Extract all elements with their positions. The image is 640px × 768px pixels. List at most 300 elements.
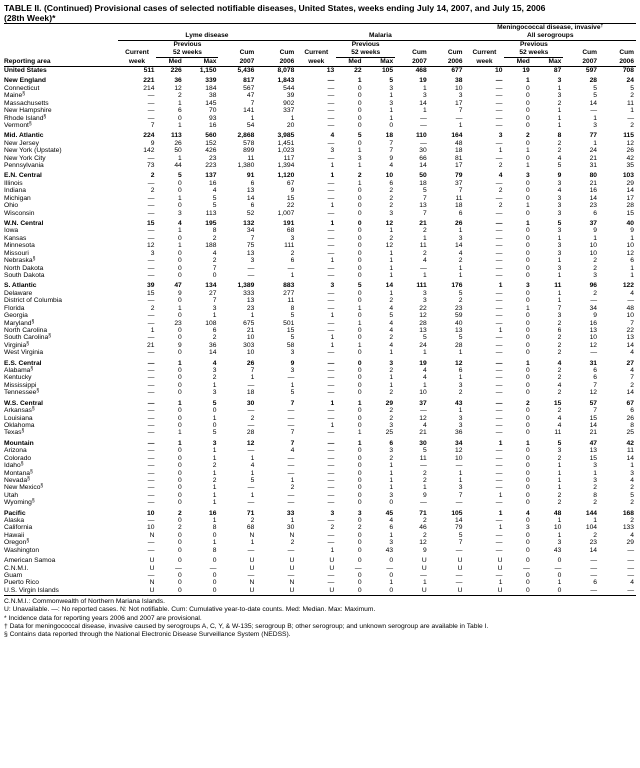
footnote-marker: § [48, 333, 52, 340]
value-cell: 0 [357, 484, 362, 492]
value-cell: 47 [589, 439, 598, 447]
value-cell: 12 [589, 389, 598, 397]
value-cell: 73 [146, 162, 155, 170]
value-cell: 67 [286, 179, 295, 187]
value-cell: 3 [290, 349, 295, 357]
value-cell: 1 [330, 172, 335, 180]
reporting-area-cell [4, 100, 118, 107]
value-cell: 1 [458, 264, 463, 272]
value-cell: 0 [212, 421, 217, 429]
value-cell: 11 [627, 99, 634, 107]
value-cell: 501 [283, 319, 295, 327]
value-cell: 5 [423, 447, 427, 455]
value-cell: 1 [557, 462, 562, 470]
value-cell: 4 [212, 249, 217, 257]
value-cell: 7 [389, 139, 394, 147]
value-cell: 2 [290, 484, 295, 492]
value-cell: 2 [630, 121, 634, 129]
value-cell: 5 [423, 187, 427, 195]
value-cell: 0 [389, 572, 394, 579]
reporting-area-cell [4, 195, 118, 202]
disease-table [4, 23, 636, 594]
value-cell: — [287, 499, 295, 507]
value-cell: 6 [250, 202, 255, 210]
value-cell: 4 [557, 381, 562, 389]
value-cell: 1 [423, 381, 427, 389]
value-cell: 1 [557, 297, 562, 305]
value-cell: — [147, 469, 155, 477]
value-cell: — [327, 77, 335, 85]
value-cell: — [495, 319, 503, 327]
value-cell: 2 [557, 319, 562, 327]
footnote-marker: § [22, 91, 25, 98]
value-cell: 14 [589, 421, 598, 429]
value-cell: 10 [589, 334, 598, 342]
hdr-52weeks-mening: 52 weeks [504, 49, 563, 58]
value-cell: — [287, 469, 295, 477]
value-cell: — [495, 399, 503, 407]
value-cell: 0 [178, 414, 182, 422]
value-cell: 47 [174, 282, 182, 290]
reporting-area-label: Wyoming [4, 499, 32, 507]
value-cell: 18 [455, 202, 463, 210]
reporting-area-cell [4, 162, 118, 169]
value-cell: 9 [557, 172, 562, 180]
value-cell: 38 [455, 77, 463, 85]
value-cell: — [147, 264, 155, 272]
value-cell: 1,843 [277, 77, 295, 85]
value-cell: 12 [385, 242, 394, 250]
value-cell: 13 [326, 67, 335, 74]
value-cell: 6 [250, 179, 255, 187]
value-cell: 6 [389, 439, 394, 447]
value-cell: 14 [385, 282, 394, 290]
value-cell: 3 [593, 462, 598, 470]
value-cell: 5 [557, 220, 562, 228]
value-cell: 1 [526, 439, 530, 447]
value-cell: 44 [174, 162, 182, 170]
table-row [4, 320, 636, 327]
value-cell: 0 [389, 499, 394, 507]
value-cell: — [327, 114, 335, 122]
reporting-area-label: District of Columbia [4, 297, 62, 305]
hdr-previous-lyme: Previous [173, 41, 202, 48]
value-cell: 0 [357, 374, 362, 382]
value-cell: U [289, 564, 295, 572]
group-malaria: Malaria [296, 24, 464, 41]
value-cell: 5 [357, 132, 362, 140]
value-cell: 42 [626, 154, 634, 162]
value-cell: 1 [250, 491, 255, 499]
reporting-area-cell [4, 265, 118, 272]
reporting-area-label: North Dakota [4, 264, 44, 272]
value-cell: 16 [589, 319, 598, 327]
value-cell: 1 [357, 162, 362, 170]
value-cell: 3 [526, 524, 530, 532]
reporting-area-cell [4, 107, 118, 114]
value-cell: 2 [498, 187, 503, 195]
value-cell: 1 [526, 77, 530, 85]
value-cell: 0 [357, 539, 362, 547]
value-cell: — [247, 421, 255, 429]
value-cell: — [495, 341, 503, 349]
value-cell: — [495, 84, 503, 92]
value-cell: 50 [419, 172, 427, 180]
value-cell: 16 [589, 187, 598, 195]
value-cell: — [327, 499, 335, 507]
value-cell: 2 [389, 389, 394, 397]
value-cell: 0 [357, 389, 362, 397]
value-cell: 1 [593, 469, 598, 477]
value-cell: U [421, 557, 427, 565]
value-cell: 0 [178, 271, 182, 279]
value-cell: 1 [178, 429, 182, 437]
value-cell: 1 [330, 341, 335, 349]
value-cell: 2 [557, 334, 562, 342]
value-cell: 12 [419, 539, 427, 547]
value-cell: 14 [589, 546, 598, 554]
value-cell: 30 [286, 524, 295, 532]
table-row [4, 334, 636, 341]
value-cell: 13 [455, 326, 463, 334]
value-cell: 0 [357, 234, 362, 242]
reporting-area-cell [4, 499, 118, 506]
value-cell: — [495, 154, 503, 162]
table-row [4, 579, 636, 586]
value-cell: 0 [357, 92, 362, 100]
reporting-area-cell [4, 242, 118, 249]
table-row [4, 272, 636, 279]
value-cell: 0 [526, 572, 530, 579]
value-cell: 16 [209, 121, 217, 129]
value-cell: — [495, 264, 503, 272]
value-cell: 1,150 [199, 67, 217, 74]
value-cell: 17 [455, 99, 463, 107]
value-cell: 3 [290, 234, 295, 242]
table-row [4, 447, 636, 454]
value-cell: 0 [526, 319, 530, 327]
value-cell: 1 [330, 257, 335, 265]
table-row [4, 210, 636, 217]
value-cell: 1 [557, 289, 562, 297]
value-cell: 23 [455, 304, 463, 312]
value-cell: 5 [557, 162, 562, 170]
reporting-area-label: Rhode Island [4, 114, 44, 122]
reporting-area-cell [4, 407, 118, 414]
value-cell: — [327, 209, 335, 217]
value-cell: 6 [178, 107, 182, 115]
table-row [4, 342, 636, 349]
reporting-area-cell [4, 415, 118, 422]
value-cell: — [147, 334, 155, 342]
value-cell: 113 [205, 209, 217, 217]
value-cell: 1 [357, 319, 362, 327]
value-cell: 1 [526, 220, 530, 228]
value-cell: 2 [389, 454, 394, 462]
value-cell: 1 [526, 147, 530, 155]
table-row [4, 382, 636, 389]
value-cell: 0 [357, 249, 362, 257]
value-cell: N [289, 579, 295, 587]
value-cell: — [455, 546, 463, 554]
value-cell: 21 [589, 179, 598, 187]
reporting-area-label: Minnesota [4, 242, 35, 250]
value-cell: 3 [630, 469, 634, 477]
footnote-marker: § [36, 388, 40, 395]
value-cell: 1 [330, 421, 335, 429]
value-cell: 0 [178, 297, 182, 305]
value-cell: — [327, 439, 335, 447]
value-cell: 7 [389, 147, 394, 155]
value-cell: U [457, 586, 463, 594]
reporting-area-label: Louisiana [4, 414, 33, 422]
value-cell: 3 [389, 84, 394, 92]
footnote-marker: § [26, 340, 29, 347]
table-title [4, 3, 636, 23]
value-cell: 3 [458, 92, 463, 100]
reporting-area-cell [4, 155, 118, 162]
table-row [4, 100, 636, 107]
value-cell: 7 [593, 381, 598, 389]
reporting-area-label: Nebraska [4, 257, 33, 265]
value-cell: 5 [290, 312, 295, 320]
value-cell: 0 [526, 249, 530, 257]
reporting-area-label: Delaware [4, 289, 33, 297]
value-cell: 1 [423, 271, 427, 279]
value-cell: 80 [589, 172, 598, 180]
value-cell: 1 [389, 579, 394, 587]
value-cell: 1 [557, 107, 562, 115]
value-cell: 1 [178, 194, 182, 202]
value-cell: 1 [557, 579, 562, 587]
value-cell: — [495, 77, 503, 85]
value-cell: — [287, 546, 295, 554]
value-cell: 2 [150, 304, 155, 312]
value-cell: 28 [626, 202, 634, 210]
value-cell: — [247, 447, 255, 455]
value-cell: — [327, 107, 335, 115]
value-cell: 37 [589, 220, 598, 228]
value-cell: 0 [178, 557, 182, 565]
value-cell: 1 [423, 107, 427, 115]
reporting-area-label: Vermont [4, 121, 29, 129]
value-cell: 0 [526, 469, 530, 477]
value-cell: 2 [389, 202, 394, 210]
value-cell: 10 [455, 454, 463, 462]
value-cell: 111 [284, 242, 295, 250]
value-cell: 3 [557, 249, 562, 257]
value-cell: U [289, 557, 295, 565]
reporting-area-label: New York City [4, 154, 46, 162]
value-cell: 10 [419, 389, 427, 397]
value-cell: 2 [630, 92, 634, 100]
value-cell: — [147, 381, 155, 389]
value-cell: 0 [357, 107, 362, 115]
report-page [4, 0, 636, 639]
value-cell: 1 [290, 381, 295, 389]
value-cell: 0 [178, 234, 182, 242]
table-row [4, 115, 636, 122]
value-cell: 0 [357, 99, 362, 107]
value-cell: 2 [458, 257, 463, 265]
value-cell: 108 [205, 319, 217, 327]
value-cell: 9 [630, 227, 634, 235]
value-cell: 8 [212, 227, 217, 235]
value-cell: 18 [246, 389, 255, 397]
reporting-area-cell [4, 140, 118, 147]
value-cell: 511 [143, 67, 155, 74]
value-cell: 5 [630, 84, 634, 92]
table-row [4, 557, 636, 564]
value-cell: 1 [178, 304, 182, 312]
hdr-2006-lyme: 2006 [256, 58, 296, 67]
value-cell: 2 [250, 414, 255, 422]
value-cell: — [495, 312, 503, 320]
value-cell: 10 [455, 84, 463, 92]
value-cell: 14 [419, 162, 427, 170]
value-cell: 145 [205, 99, 217, 107]
value-cell: — [247, 484, 255, 492]
value-cell: 7 [150, 121, 155, 129]
value-cell: N [149, 531, 155, 539]
value-cell: 2 [212, 476, 217, 484]
value-cell: — [327, 539, 335, 547]
value-cell: 39 [286, 92, 295, 100]
reporting-area-label: U.S. Virgin Islands [4, 586, 59, 594]
value-cell: 677 [451, 67, 463, 74]
hdr-med-lyme: Med [156, 58, 183, 67]
value-cell: 7 [458, 107, 463, 115]
value-cell: 141 [243, 107, 255, 115]
value-cell: U [149, 557, 155, 565]
value-cell: — [455, 499, 463, 507]
value-cell: 0 [526, 429, 530, 437]
value-cell: — [495, 242, 503, 250]
value-cell: 1 [150, 326, 155, 334]
value-cell: 2 [557, 341, 562, 349]
value-cell: 3 [212, 304, 217, 312]
value-cell: 3 [389, 539, 394, 547]
value-cell: 2 [178, 509, 182, 517]
value-cell: 1,120 [277, 172, 295, 180]
value-cell: 5 [389, 312, 394, 320]
value-cell: — [287, 374, 295, 382]
value-cell: 0 [357, 194, 362, 202]
reporting-area-cell [4, 429, 118, 436]
value-cell: 1 [389, 374, 394, 382]
value-cell: 883 [283, 282, 295, 290]
value-cell: 1 [290, 517, 295, 525]
value-cell: — [495, 271, 503, 279]
table-row [4, 462, 636, 469]
value-cell: 12 [455, 359, 463, 367]
value-cell: 3 [178, 209, 182, 217]
value-cell: 3 [423, 92, 427, 100]
reporting-area-cell [4, 282, 118, 289]
reporting-area-cell [4, 77, 118, 84]
value-cell: U [497, 564, 503, 572]
value-cell: — [327, 84, 335, 92]
table-row [4, 242, 636, 249]
reporting-area-cell [4, 305, 118, 312]
reporting-area-label: Nevada [4, 476, 28, 484]
value-cell: 2 [557, 374, 562, 382]
value-cell: 1,380 [237, 162, 255, 170]
value-cell: — [147, 517, 155, 525]
value-cell: 9 [178, 289, 182, 297]
value-cell: 1 [389, 249, 394, 257]
value-cell: — [590, 586, 598, 594]
value-cell: — [327, 304, 335, 312]
value-cell: — [327, 572, 335, 579]
value-cell: — [327, 381, 335, 389]
value-cell: 33 [286, 509, 295, 517]
value-cell: 26 [626, 147, 634, 155]
value-cell: 1 [389, 289, 394, 297]
value-cell: 3 [150, 249, 155, 257]
value-cell: 224 [143, 132, 155, 140]
value-cell: 2 [557, 139, 562, 147]
value-cell: — [590, 297, 598, 305]
table-row-region [4, 440, 636, 447]
value-cell: 2 [630, 517, 634, 525]
value-cell: 17 [455, 162, 463, 170]
value-cell: 18 [419, 179, 427, 187]
value-cell: — [327, 517, 335, 525]
value-cell: U [249, 564, 255, 572]
footnote-marker: § [43, 113, 47, 120]
value-cell: 0 [357, 227, 362, 235]
value-cell: 0 [178, 454, 182, 462]
value-cell: 115 [623, 132, 634, 140]
value-cell: 40 [626, 220, 634, 228]
value-cell: 188 [205, 242, 217, 250]
reporting-area-label: C.N.M.I. [4, 564, 29, 572]
value-cell: 2 [526, 132, 530, 140]
value-cell: 0 [526, 139, 530, 147]
value-cell: 10 [385, 172, 394, 180]
value-cell: 24 [589, 147, 598, 155]
hdr-2007-lyme: 2007 [218, 58, 256, 67]
group-meningococcal [464, 24, 636, 41]
value-cell: — [495, 289, 503, 297]
table-row-region [4, 77, 636, 84]
value-cell: 1 [557, 469, 562, 477]
value-cell: 1 [557, 484, 562, 492]
value-cell: 0 [357, 531, 362, 539]
value-cell: 1 [178, 99, 182, 107]
value-cell: 0 [526, 447, 530, 455]
value-cell: 2 [526, 399, 530, 407]
value-cell: 2 [557, 367, 562, 375]
value-cell: 2 [557, 407, 562, 415]
value-cell: 4 [630, 289, 634, 297]
value-cell: 36 [455, 429, 463, 437]
table-row-region [4, 172, 636, 179]
value-cell: 1 [250, 539, 255, 547]
value-cell: 4 [423, 421, 427, 429]
reporting-area-label: Iowa [4, 227, 19, 235]
value-cell: — [495, 209, 503, 217]
value-cell: 0 [526, 99, 530, 107]
reporting-area-label: Oklahoma [4, 421, 35, 429]
value-cell: 14 [626, 187, 634, 195]
value-cell: 5 [557, 439, 562, 447]
value-cell: 0 [212, 271, 217, 279]
value-cell: 1 [458, 349, 463, 357]
reporting-area-cell [4, 202, 118, 209]
value-cell: 1 [357, 429, 362, 437]
